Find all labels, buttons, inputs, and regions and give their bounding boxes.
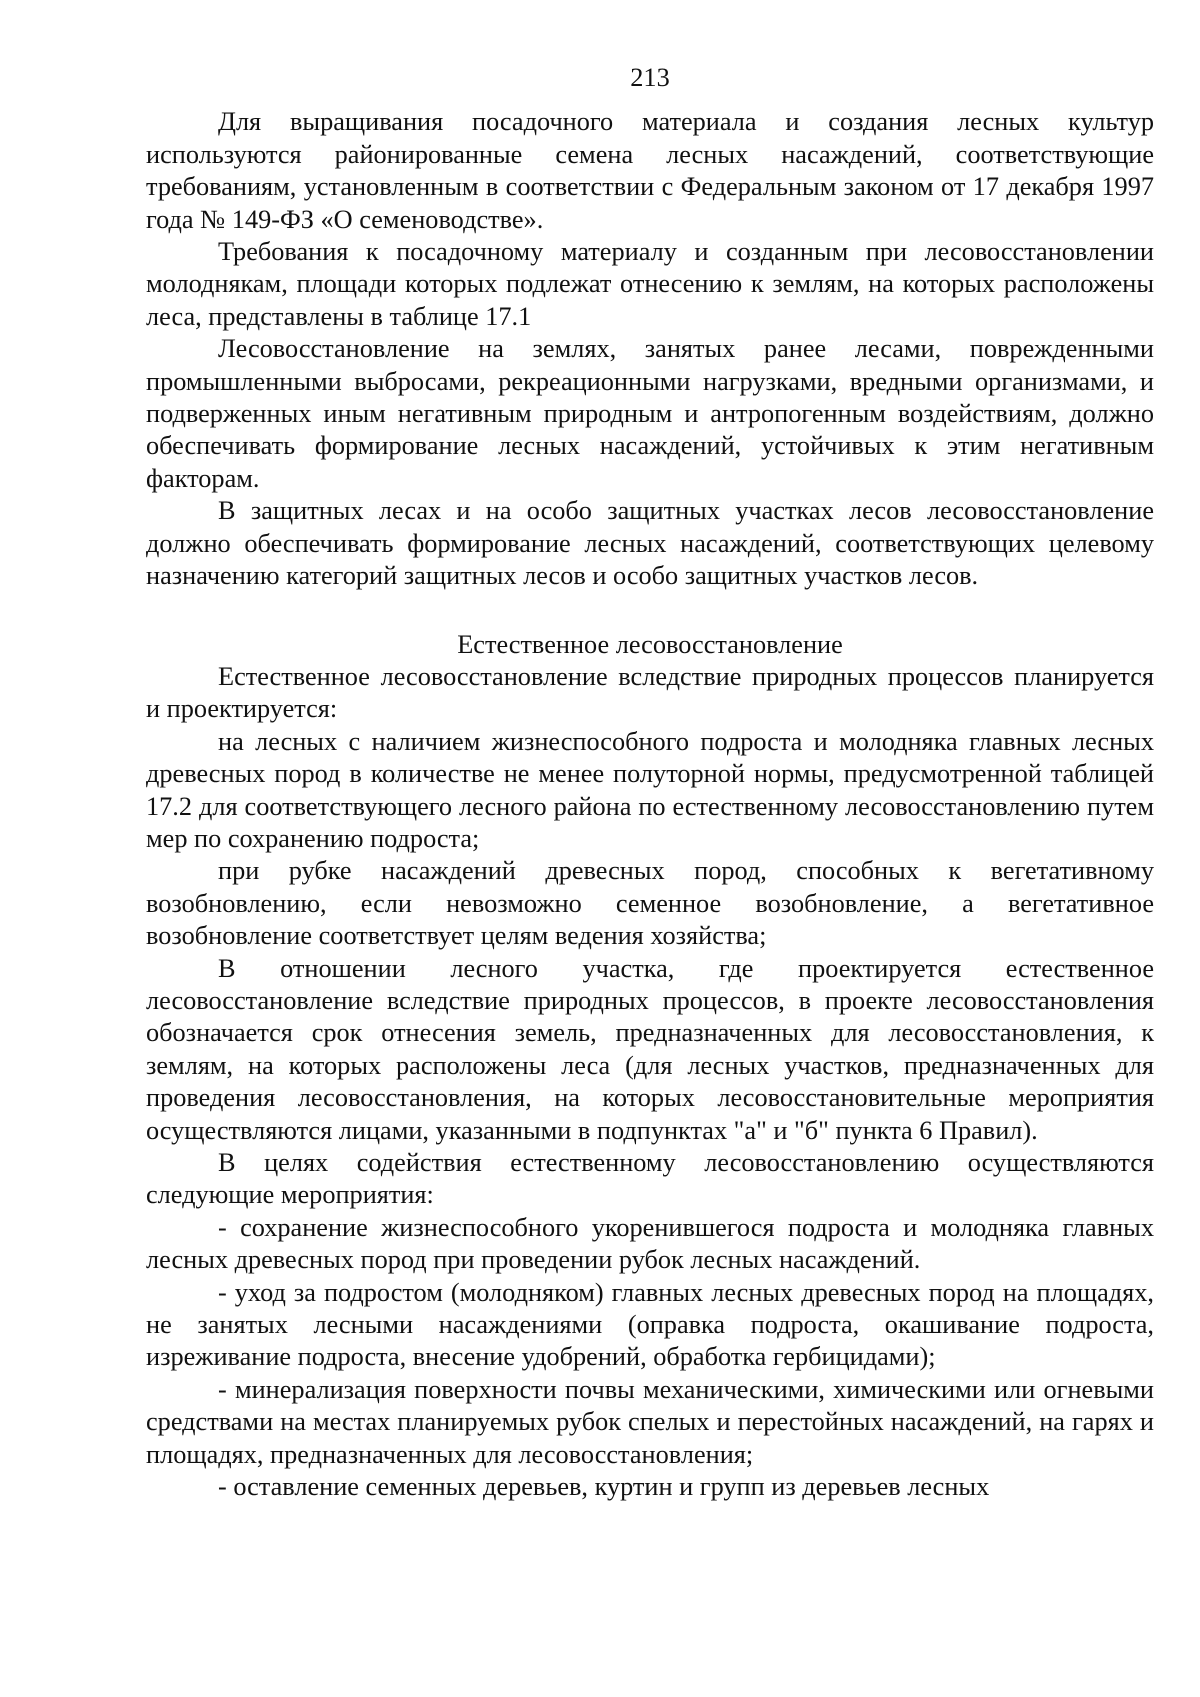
paragraph: Для выращивания посадочного материала и создания лесных культур используются районированные семена лесных насаждений, соответствующие требованиям, установленным в соответствии с Федеральным законом от 17 декабря 1997 года № 149-ФЗ «О семеноводстве». — [146, 107, 1154, 234]
paragraph: Естественное лесовосстановление вследствие природных процессов планируется и проектируется: — [146, 661, 1154, 724]
paragraph: Лесовосстановление на землях, занятых ранее лесами, поврежденными промышленными выбросами, рекреационными нагрузками, вредными организмами, и подверженных иным негативным природным и антропогенным воздействиям, должно обеспечивать формирование лесных насаждений, устойчивых к этим негативным факторам. — [146, 334, 1154, 493]
document-page — [146, 62, 1154, 1503]
section-heading: Естественное лесовосстановление — [457, 629, 843, 659]
list-item: - минерализация поверхности почвы механическими, химическими или огневыми средствами на местах планируемых рубок спелых и перестойных насаждений, на гарях и площадях, предназначенных для лесовосстановления; — [146, 1374, 1154, 1469]
paragraph: В защитных лесах и на особо защитных участках лесов лесовосстановление должно обеспечивать формирование лесных насаждений, соответствующих целевому назначению категорий защитных лесов и особо защитных участков лесов. — [146, 496, 1154, 591]
paragraph: В целях содействия естественному лесовосстановлению осуществляются следующие мероприятия: — [146, 1148, 1154, 1210]
page-number: 213 — [630, 63, 670, 92]
paragraph: Требования к посадочному материалу и созданным при лесовосстановлении молоднякам, площади которых подлежат отнесению к землям, на которых расположены леса, представлены в таблице 17.1 — [146, 237, 1154, 331]
paragraph: В отношении лесного участка, где проектируется естественное лесовосстановление вследствие природных процессов, в проекте лесовосстановления обозначается срок отнесения земель, предназначенных для лесовосстановления, к землям, на которых расположены леса (для лесных участков, предназначенных для проведения лесовосстановления, на которых лесовосстановительные мероприятия осуществляются лицами, указанными в подпунктах "а" и "б" пункта 6 Правил). — [146, 953, 1154, 1145]
paragraph: при рубке насаждений древесных пород, способных к вегетативному возобновлению, если невозможно семенное возобновление, а вегетативное возобновление соответствует целям ведения хозяйства; — [146, 856, 1154, 951]
paragraph: на лесных с наличием жизнеспособного подроста и молодняка главных лесных древесных пород в количестве не менее полуторной нормы, предусмотренной таблицей 17.2 для соответствующего лесного района по естественному лесовосстановлению путем мер по сохранению подроста; — [146, 726, 1154, 853]
list-item: - оставление семенных деревьев, куртин и групп из деревьев лесных — [218, 1472, 990, 1502]
list-item: - сохранение жизнеспособного укоренившегося подроста и молодняка главных лесных древесных пород при проведении рубок лесных насаждений. — [146, 1212, 1154, 1275]
list-item: - уход за подростом (молодняком) главных лесных древесных пород на площадях, не занятых лесными насаждениями (оправка подроста, окашивание подроста, изреживание подроста, внесение удобрений, обработка гербицидами); — [146, 1277, 1154, 1372]
